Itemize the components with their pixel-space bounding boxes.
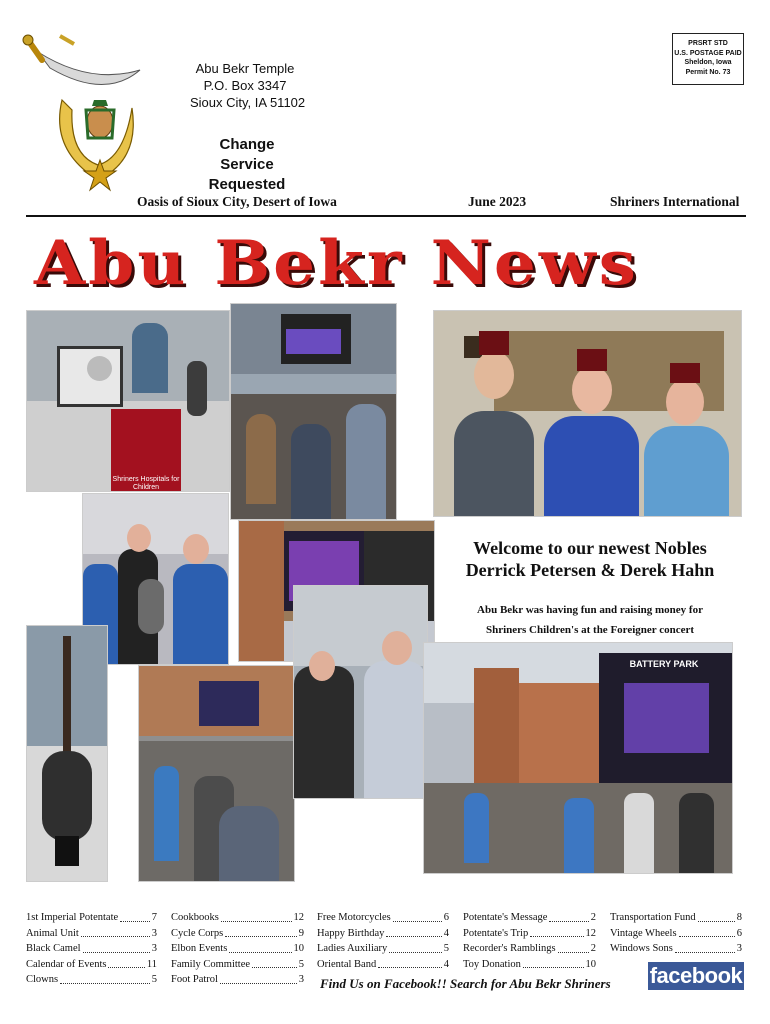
postage-indicia	[672, 33, 744, 85]
toc-page: 8	[736, 912, 742, 923]
toc-entry[interactable]	[171, 941, 304, 957]
shriners-emblem-logo	[20, 30, 150, 210]
postage-line: PRSRT STD	[688, 40, 728, 47]
toc-label: Toy Donation	[463, 958, 521, 970]
toc-label: 1st Imperial Potentate	[26, 912, 119, 923]
toc-label: Ladies Auxiliary	[317, 943, 388, 954]
event-caption-line: Abu Bekr was having fun and raising money for	[477, 604, 703, 616]
toc-page: 3	[298, 974, 304, 985]
toc-entry[interactable]	[171, 926, 304, 942]
toc-entry[interactable]	[26, 910, 157, 926]
toc-label: Cycle Corps	[171, 927, 224, 939]
toc-page: 3	[736, 943, 742, 954]
toc-label: Potentate's Trip	[463, 927, 529, 939]
toc-page: 5	[443, 943, 449, 954]
toc-page: 2	[590, 943, 596, 954]
toc-entry[interactable]	[317, 926, 449, 942]
service-notice-line: Requested	[208, 176, 286, 193]
toc-column	[171, 910, 304, 988]
toc-label: Free Motorcycles	[317, 912, 391, 923]
toc-entry[interactable]	[26, 941, 157, 957]
toc-page: 6	[736, 927, 742, 939]
toc-label: Oriental Band	[317, 958, 377, 970]
toc-entry[interactable]	[171, 957, 304, 973]
toc-column	[26, 910, 157, 988]
return-address	[190, 60, 306, 111]
toc-label: Windows Sons	[610, 943, 673, 954]
header-rule	[26, 215, 746, 217]
welcome-caption-line: Welcome to our newest Nobles	[473, 538, 707, 558]
toc-column	[610, 910, 742, 957]
toc-entry[interactable]	[463, 957, 596, 973]
photo-signed-guitar	[26, 625, 108, 882]
toc-label: Recorder's Ramblings	[463, 943, 556, 954]
photo-crowd-lower	[138, 665, 295, 882]
toc-entry[interactable]	[171, 910, 304, 926]
header-org: Shriners International	[610, 194, 740, 209]
toc-page: 3	[151, 943, 157, 954]
event-caption-line: Shriners Children's at the Foreigner concert	[485, 624, 695, 636]
postage-line: Permit No. 73	[685, 68, 731, 76]
toc-column	[317, 910, 449, 972]
toc-entry[interactable]	[171, 972, 304, 988]
toc-page: 5	[298, 958, 304, 970]
toc-page: 11	[146, 958, 157, 970]
toc-column	[463, 910, 596, 972]
service-notice-line: Change Service	[219, 136, 275, 173]
toc-page: 3	[151, 927, 157, 939]
photo-new-nobles	[433, 310, 742, 517]
facebook-logo[interactable]: facebook	[649, 963, 743, 988]
header-date: June 2023	[468, 194, 527, 209]
photo-battery-park-wide	[423, 642, 733, 874]
photo-crowd-men	[293, 585, 428, 799]
toc-label: Calendar of Events	[26, 958, 107, 970]
toc-page: 6	[443, 912, 449, 923]
masthead-title: Abu Bekr News	[34, 227, 639, 299]
toc-page: 2	[590, 912, 596, 923]
toc-entry[interactable]	[317, 957, 449, 973]
toc-label: Potentate's Message	[463, 912, 548, 923]
toc-entry[interactable]	[610, 926, 742, 942]
toc-page: 4	[443, 927, 449, 939]
toc-entry[interactable]	[463, 926, 596, 942]
toc-label: Clowns	[26, 974, 59, 985]
toc-entry[interactable]	[317, 910, 449, 926]
toc-label: Foot Patrol	[171, 974, 218, 985]
toc-label: Vintage Wheels	[610, 927, 677, 939]
toc-entry[interactable]	[317, 941, 449, 957]
toc-page: 10	[585, 958, 596, 970]
toc-page: 4	[443, 958, 449, 970]
toc-entry[interactable]	[26, 972, 157, 988]
photo-concert-crowd-top	[230, 303, 397, 520]
toc-label: Family Committee	[171, 958, 251, 970]
toc-entry[interactable]	[463, 941, 596, 957]
toc-page: 9	[298, 927, 304, 939]
toc-entry[interactable]	[463, 910, 596, 926]
welcome-caption	[440, 537, 740, 581]
toc-entry[interactable]	[610, 910, 742, 926]
hospital-banner-text: Shriners Hospitals for Children	[112, 476, 180, 491]
toc-label: Black Camel	[26, 943, 81, 954]
photo-fundraiser-table	[26, 310, 230, 492]
venue-sign-text: BATTERY PARK	[629, 659, 699, 669]
toc-label: Happy Birthday	[317, 927, 385, 939]
return-address-line: Abu Bekr Temple	[195, 61, 295, 76]
toc-label: Transportation Fund	[610, 912, 696, 923]
toc-entry[interactable]	[610, 941, 742, 957]
toc-page: 12	[585, 927, 596, 939]
return-address-line: P.O. Box 3347	[203, 78, 287, 93]
welcome-caption-line: Derrick Petersen & Derek Hahn	[465, 560, 715, 580]
postage-line: Sheldon, Iowa	[684, 59, 732, 66]
toc-page: 7	[151, 912, 157, 923]
toc-entry[interactable]	[26, 957, 157, 973]
toc-label: Elbon Events	[171, 943, 228, 954]
toc-entry[interactable]	[26, 926, 157, 942]
toc-label: Cookbooks	[171, 912, 219, 923]
header-location: Oasis of Sioux City, Desert of Iowa	[137, 194, 337, 209]
postage-line: U.S. POSTAGE PAID	[674, 49, 742, 57]
toc-page: 12	[293, 912, 304, 923]
toc-label: Animal Unit	[26, 927, 79, 939]
toc-page: 10	[293, 943, 304, 954]
toc-page: 5	[151, 974, 157, 985]
return-address-line: Sioux City, IA 51102	[190, 95, 306, 110]
facebook-promo-text: Find Us on Facebook!! Search for Abu Bekr Shriners	[320, 976, 611, 991]
service-notice	[192, 135, 302, 195]
event-caption	[440, 600, 740, 640]
